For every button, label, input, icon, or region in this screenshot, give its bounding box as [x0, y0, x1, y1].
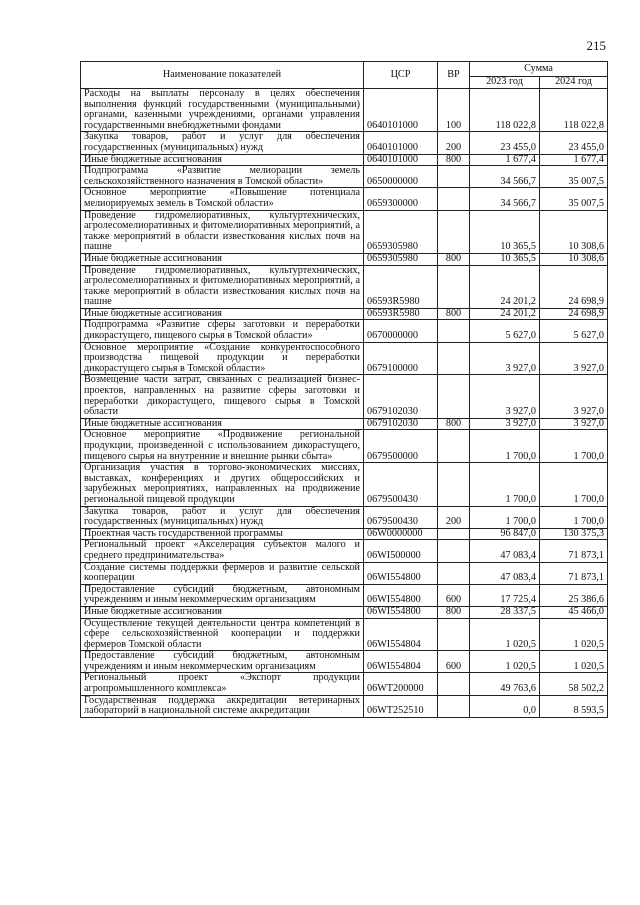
cell-csr: 0679500000 [364, 430, 438, 463]
cell-name: Предоставление субсидий бюджетным, автономным учреждениям и иным некоммерческим организациям [81, 584, 364, 606]
cell-name: Иные бюджетные ассигнования [81, 253, 364, 265]
cell-2023: 24 201,2 [470, 265, 540, 308]
cell-name: Возмещение части затрат, связанных с реализацией бизнес-проектов, направленных на развитие сферы заготовки и переработки дикорастущего, пищевого сырья в Томской области [81, 375, 364, 418]
cell-csr: 0640101000 [364, 154, 438, 166]
cell-2024: 71 873,1 [540, 540, 608, 562]
table-row [81, 618, 608, 651]
table-row [81, 132, 608, 154]
cell-name: Региональный проект «Акселерация субъектов малого и среднего предпринимательства» [81, 540, 364, 562]
cell-2024: 1 700,0 [540, 506, 608, 528]
table-row [81, 166, 608, 188]
table-row [81, 154, 608, 166]
cell-name: Подпрограмма «Развитие мелиорации земель сельскохозяйственного назначения в Томской области» [81, 166, 364, 188]
cell-csr: 06WI554804 [364, 618, 438, 651]
cell-csr: 06WI554800 [364, 562, 438, 584]
cell-vr: 800 [438, 154, 470, 166]
header-year-2023: 2023 год [470, 77, 540, 89]
table-row [81, 584, 608, 606]
cell-vr [438, 166, 470, 188]
cell-2023: 10 365,5 [470, 253, 540, 265]
cell-2024: 58 502,2 [540, 673, 608, 695]
cell-csr: 0640101000 [364, 132, 438, 154]
cell-csr: 0670000000 [364, 320, 438, 342]
budget-table [80, 61, 608, 718]
cell-vr [438, 673, 470, 695]
header-sum: Сумма [470, 62, 608, 77]
table-row [81, 528, 608, 540]
cell-csr: 06WT252510 [364, 695, 438, 717]
cell-vr: 200 [438, 506, 470, 528]
cell-2023: 34 566,7 [470, 188, 540, 210]
cell-2024: 130 375,3 [540, 528, 608, 540]
cell-2024: 23 455,0 [540, 132, 608, 154]
cell-name: Закупка товаров, работ и услуг для обеспечения государственных (муниципальных) нужд [81, 506, 364, 528]
cell-2024: 71 873,1 [540, 562, 608, 584]
cell-vr: 800 [438, 418, 470, 430]
cell-name: Основное мероприятие «Продвижение региональной продукции, произведенной с использованием дикорастущего, пищевого сырья на внутренние и внешние рынки сбыта» [81, 430, 364, 463]
cell-2023: 47 083,4 [470, 540, 540, 562]
cell-2023: 1 020,5 [470, 651, 540, 673]
cell-vr [438, 188, 470, 210]
cell-name: Проектная часть государственной программы [81, 528, 364, 540]
cell-name: Иные бюджетные ассигнования [81, 154, 364, 166]
cell-2024: 35 007,5 [540, 188, 608, 210]
cell-vr [438, 540, 470, 562]
cell-2023: 1 700,0 [470, 430, 540, 463]
cell-2023: 49 763,6 [470, 673, 540, 695]
cell-vr [438, 695, 470, 717]
header-name: Наименование показателей [81, 62, 364, 89]
cell-vr: 100 [438, 89, 470, 132]
cell-2024: 1 700,0 [540, 463, 608, 506]
cell-2024: 1 700,0 [540, 430, 608, 463]
table-row [81, 418, 608, 430]
cell-2023: 3 927,0 [470, 375, 540, 418]
cell-name: Проведение гидромелиоративных, культуртехнических, агролесомелиоративных и фитомелиоративных мероприятий, а также мероприятий в области известкования кислых почв на пашне [81, 265, 364, 308]
cell-2023: 1 020,5 [470, 618, 540, 651]
cell-vr [438, 618, 470, 651]
cell-csr: 0679102030 [364, 375, 438, 418]
cell-2024: 1 677,4 [540, 154, 608, 166]
cell-vr [438, 463, 470, 506]
cell-csr: 0650000000 [364, 166, 438, 188]
table-row [81, 606, 608, 618]
cell-vr [438, 342, 470, 375]
cell-csr: 0659305980 [364, 253, 438, 265]
cell-2024: 8 593,5 [540, 695, 608, 717]
cell-vr: 600 [438, 651, 470, 673]
cell-vr: 800 [438, 606, 470, 618]
cell-2023: 118 022,8 [470, 89, 540, 132]
cell-name: Основное мероприятие «Создание конкурентоспособного производства пищевой продукции и переработки дикорастущего сырья в Томской области» [81, 342, 364, 375]
cell-name: Иные бюджетные ассигнования [81, 308, 364, 320]
table-header-row [81, 62, 608, 77]
cell-csr: 06WI500000 [364, 540, 438, 562]
cell-2024: 10 308,6 [540, 210, 608, 253]
cell-vr: 600 [438, 584, 470, 606]
cell-2023: 1 700,0 [470, 463, 540, 506]
cell-2023: 17 725,4 [470, 584, 540, 606]
cell-vr: 800 [438, 253, 470, 265]
page-number: 215 [586, 38, 606, 53]
table-row [81, 188, 608, 210]
header-year-2024: 2024 год [540, 77, 608, 89]
cell-csr: 06WI554800 [364, 584, 438, 606]
cell-2023: 23 455,0 [470, 132, 540, 154]
cell-vr [438, 265, 470, 308]
cell-2024: 3 927,0 [540, 418, 608, 430]
cell-2023: 0,0 [470, 695, 540, 717]
cell-2024: 35 007,5 [540, 166, 608, 188]
cell-name: Осуществление текущей деятельности центра компетенций в сфере сельскохозяйственной кооперации и поддержки фермеров Томской области [81, 618, 364, 651]
cell-vr: 200 [438, 132, 470, 154]
cell-2023: 10 365,5 [470, 210, 540, 253]
cell-name: Проведение гидромелиоративных, культуртехнических, агролесомелиоративных и фитомелиоративных мероприятий, а также мероприятий в области известкования кислых почв на пашне [81, 210, 364, 253]
cell-2023: 3 927,0 [470, 418, 540, 430]
table-row [81, 540, 608, 562]
cell-csr: 0679500430 [364, 506, 438, 528]
header-vr: ВР [438, 62, 470, 89]
cell-2024: 45 466,0 [540, 606, 608, 618]
table-row [81, 463, 608, 506]
table-row [81, 253, 608, 265]
cell-csr: 06593R5980 [364, 265, 438, 308]
cell-name: Основное мероприятие «Повышение потенциала мелиорируемых земель в Томской области» [81, 188, 364, 210]
cell-name: Создание системы поддержки фермеров и развитие сельской кооперации [81, 562, 364, 584]
cell-csr: 06WI554804 [364, 651, 438, 673]
cell-csr: 0659300000 [364, 188, 438, 210]
table-row [81, 651, 608, 673]
cell-csr: 0679500430 [364, 463, 438, 506]
cell-csr: 06WI554800 [364, 606, 438, 618]
cell-csr: 0679100000 [364, 342, 438, 375]
cell-name: Иные бюджетные ассигнования [81, 606, 364, 618]
cell-2023: 5 627,0 [470, 320, 540, 342]
cell-csr: 06593R5980 [364, 308, 438, 320]
cell-name: Расходы на выплаты персоналу в целях обеспечения выполнения функций государственными (муниципальными) органами, казенными учреждениями, органами управления государственными внебюджетными фондами [81, 89, 364, 132]
cell-name: Закупка товаров, работ и услуг для обеспечения государственных (муниципальных) нужд [81, 132, 364, 154]
cell-vr [438, 210, 470, 253]
cell-2024: 1 020,5 [540, 618, 608, 651]
cell-vr [438, 528, 470, 540]
cell-vr: 800 [438, 308, 470, 320]
cell-name: Подпрограмма «Развитие сферы заготовки и переработки дикорастущего, пищевого сырья в Томской области» [81, 320, 364, 342]
table-row [81, 506, 608, 528]
cell-2024: 24 698,9 [540, 265, 608, 308]
table-body [81, 89, 608, 718]
cell-name: Предоставление субсидий бюджетным, автономным учреждениям и иным некоммерческим организациям [81, 651, 364, 673]
table-row [81, 430, 608, 463]
table-row [81, 89, 608, 132]
cell-2024: 1 020,5 [540, 651, 608, 673]
table-row [81, 342, 608, 375]
cell-name: Организация участия в торгово-экономических миссиях, выставках, конференциях и других общероссийских и зарубежных мероприятиях, направленных на продвижение региональной пищевой продукции [81, 463, 364, 506]
cell-2023: 96 847,0 [470, 528, 540, 540]
cell-csr: 0659305980 [364, 210, 438, 253]
cell-2023: 24 201,2 [470, 308, 540, 320]
cell-2023: 47 083,4 [470, 562, 540, 584]
cell-vr [438, 375, 470, 418]
table-row [81, 695, 608, 717]
table-row [81, 320, 608, 342]
table-row [81, 673, 608, 695]
cell-vr [438, 430, 470, 463]
cell-2024: 3 927,0 [540, 375, 608, 418]
cell-csr: 0640101000 [364, 89, 438, 132]
header-csr: ЦСР [364, 62, 438, 89]
cell-vr [438, 320, 470, 342]
cell-2023: 1 677,4 [470, 154, 540, 166]
cell-2024: 118 022,8 [540, 89, 608, 132]
table-row [81, 265, 608, 308]
cell-vr [438, 562, 470, 584]
cell-2024: 25 386,6 [540, 584, 608, 606]
table-row [81, 562, 608, 584]
cell-name: Иные бюджетные ассигнования [81, 418, 364, 430]
cell-2024: 24 698,9 [540, 308, 608, 320]
cell-2023: 3 927,0 [470, 342, 540, 375]
table-row [81, 210, 608, 253]
table-row [81, 308, 608, 320]
cell-2023: 1 700,0 [470, 506, 540, 528]
cell-name: Государственная поддержка аккредитации ветеринарных лабораторий в национальной системе аккредитации [81, 695, 364, 717]
cell-csr: 06WT200000 [364, 673, 438, 695]
table-row [81, 375, 608, 418]
cell-2023: 28 337,5 [470, 606, 540, 618]
cell-2024: 3 927,0 [540, 342, 608, 375]
cell-csr: 0679102030 [364, 418, 438, 430]
cell-2024: 10 308,6 [540, 253, 608, 265]
cell-2023: 34 566,7 [470, 166, 540, 188]
cell-name: Региональный проект «Экспорт продукции агропромышленного комплекса» [81, 673, 364, 695]
cell-csr: 06W0000000 [364, 528, 438, 540]
cell-2024: 5 627,0 [540, 320, 608, 342]
